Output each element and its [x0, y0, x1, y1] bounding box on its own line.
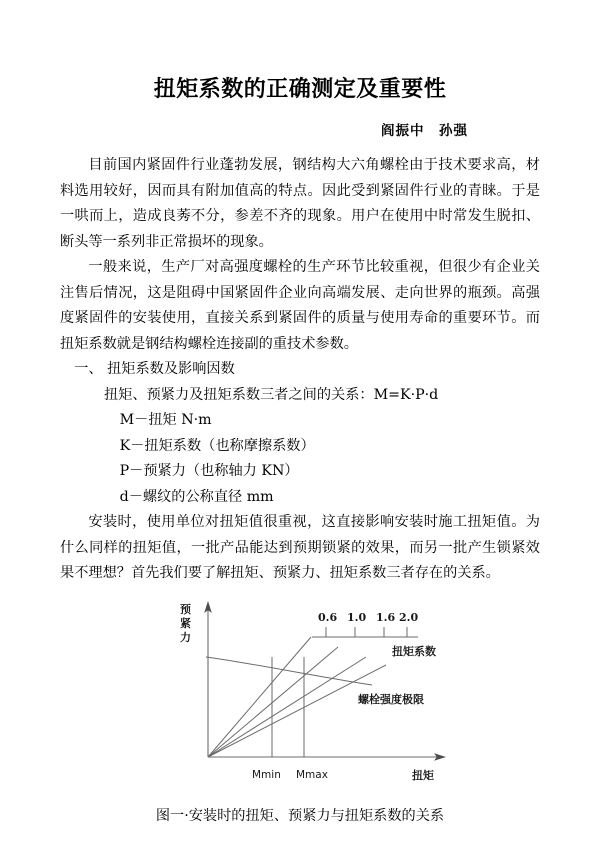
x-tick-mmax: Mmax	[296, 768, 328, 781]
definition-m: M－扭矩 N·m	[119, 412, 212, 428]
torque-coefficient-chart	[0, 595, 600, 795]
legend-label: 扭矩系数	[392, 644, 436, 658]
section-heading: 一、 扭矩系数及影响因数	[74, 361, 235, 377]
y-axis-label-char-1: 预	[180, 602, 191, 616]
definition-k: K－扭矩系数（也称摩擦系数）	[119, 437, 315, 454]
formula-intro: 扭矩、预紧力及扭矩系数三者之间的关系：M=K·P·d	[104, 386, 439, 403]
document-body	[60, 139, 540, 827]
legend-value-1-6: 1.6	[376, 610, 396, 624]
series-line-1-6	[208, 657, 366, 757]
series-line-1-0	[208, 647, 338, 757]
series-line-2-0	[208, 665, 386, 757]
definition-p: P－预紧力（也称轴力 KN）	[119, 463, 299, 479]
figure-caption: 图一·安装时的扭矩、预紧力与扭矩系数的关系	[155, 807, 445, 824]
y-axis-label-char-3: 力	[180, 630, 191, 644]
series-line-0-6	[208, 637, 311, 757]
paragraph-2: 一般来说，生产厂对高强度螺栓的生产环节比较重视，但很少有企业关注售后情况，这是阻碍中国紧固件企业向高端发展、走向世界的瓶颈。高强度紧固件的安装使用，直接关系到紧固件的质量与使用寿命的重要环节。而扭矩系数就是钢结构螺栓连接副的重技术参数。	[60, 259, 540, 352]
x-tick-mmin: Mmin	[252, 768, 281, 781]
bolt-strength-limit-label: 螺栓强度极限	[358, 692, 424, 706]
page-title: 扭矩系数的正确测定及重要性	[153, 76, 447, 102]
figure-container	[60, 595, 540, 805]
paragraph-3: 安装时，使用单位对扭矩值很重视，这直接影响安装时施工扭矩值。为什么同样的扭矩值，一批产品能达到预期锁紧的效果，而另一批产生锁紧效果不理想？首先我们要了解扭矩、预紧力、扭矩系数三者存在的关系。	[60, 514, 540, 581]
author-line: 阎振中 孙强	[381, 123, 468, 139]
legend-value-0-6: 0.6	[318, 610, 338, 624]
paragraph-1: 目前国内紧固件行业蓬勃发展，钢结构大六角螺栓由于技术要求高，材料选用较好，因而具有附加值高的特点。因此受到紧固件行业的青睐。于是一哄而上，造成良莠不分，参差不齐的现象。用户在使用中时常发生脱扣、断头等一系列非正常损坏的现象。	[60, 157, 540, 250]
definition-d: d－螺纹的公称直径 mm	[119, 488, 274, 505]
x-axis-label: 扭矩	[412, 768, 434, 782]
y-axis-label-char-2: 紧	[180, 616, 191, 630]
legend-value-2-0: 2.0	[399, 610, 419, 624]
legend-value-1-0: 1.0	[347, 610, 367, 624]
bolt-strength-limit-curve	[206, 657, 372, 685]
